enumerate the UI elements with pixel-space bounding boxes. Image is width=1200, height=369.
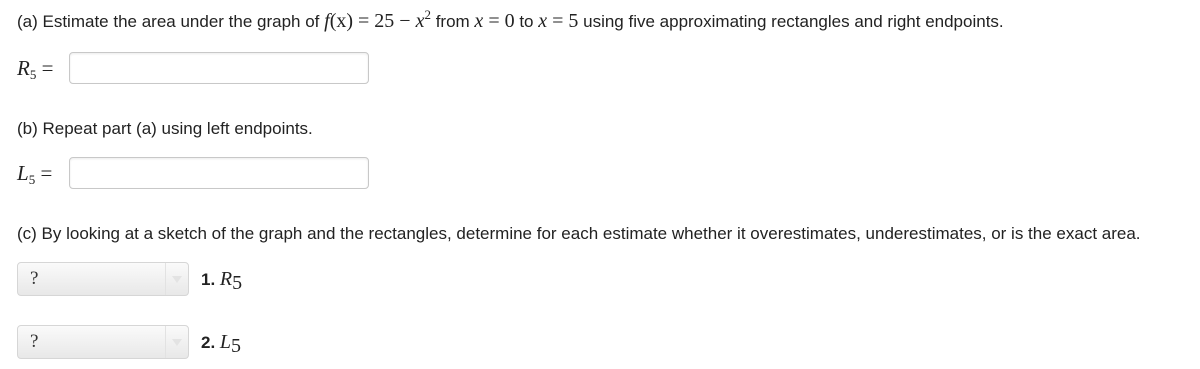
part-b-question: (b) Repeat part (a) using left endpoints. [17, 119, 313, 138]
r5-eq: = [36, 55, 54, 80]
l5-sub: 5 [28, 171, 36, 187]
part-a-prefix: (a) Estimate the area under the graph of [17, 12, 325, 31]
r5-dropdown-letter: R [219, 267, 233, 290]
l5-input[interactable] [69, 157, 369, 189]
l5-letter: L [17, 160, 29, 185]
l5-eq: = [35, 160, 53, 185]
func-arg: (x) = 25 − [329, 10, 416, 32]
l5-dropdown-sub: 5 [231, 334, 242, 357]
part-a-question [17, 7, 1004, 33]
l5-answer-row [17, 157, 369, 189]
upper-eq: = 5 [547, 10, 579, 32]
l5-dropdown-letter: L [219, 330, 232, 353]
l5-dropdown-prefix: 2. [201, 332, 220, 352]
function-expression [324, 7, 431, 32]
r5-select-row [17, 262, 242, 296]
r5-input[interactable] [69, 52, 369, 84]
func-f: f [324, 10, 330, 32]
r5-answer-row [17, 52, 369, 84]
r5-selected-value: ? [30, 268, 39, 289]
part-c-question: (c) By looking at a sketch of the graph and the rectangles, determine for each estimate whether it overestimates, underestimates, or is the exact area. [17, 224, 1141, 243]
upper-x: x [538, 10, 548, 32]
r5-dropdown-sub: 5 [232, 271, 243, 294]
chevron-down-icon [165, 326, 188, 358]
l5-label [17, 161, 69, 186]
l5-selected-value: ? [30, 331, 39, 352]
l5-select-row [17, 325, 241, 359]
l5-dropdown-label [201, 330, 242, 357]
to-text: to [514, 12, 539, 31]
lower-x: x [474, 10, 484, 32]
chevron-down-icon [165, 263, 188, 295]
l5-estimate-dropdown[interactable] [17, 325, 189, 359]
r5-estimate-dropdown[interactable] [17, 262, 189, 296]
upper-bound [538, 10, 578, 32]
func-x: x [415, 10, 425, 32]
from-text: from [430, 12, 475, 31]
r5-sub: 5 [29, 66, 37, 82]
r5-label [17, 56, 69, 81]
lower-eq: = 0 [483, 10, 515, 32]
lower-bound [474, 10, 514, 32]
r5-dropdown-label [201, 267, 243, 294]
part-a-suffix: using five approximating rectangles and right endpoints. [578, 12, 1004, 31]
r5-dropdown-prefix: 1. [201, 269, 220, 289]
func-exponent: 2 [424, 7, 431, 22]
r5-letter: R [17, 55, 30, 80]
